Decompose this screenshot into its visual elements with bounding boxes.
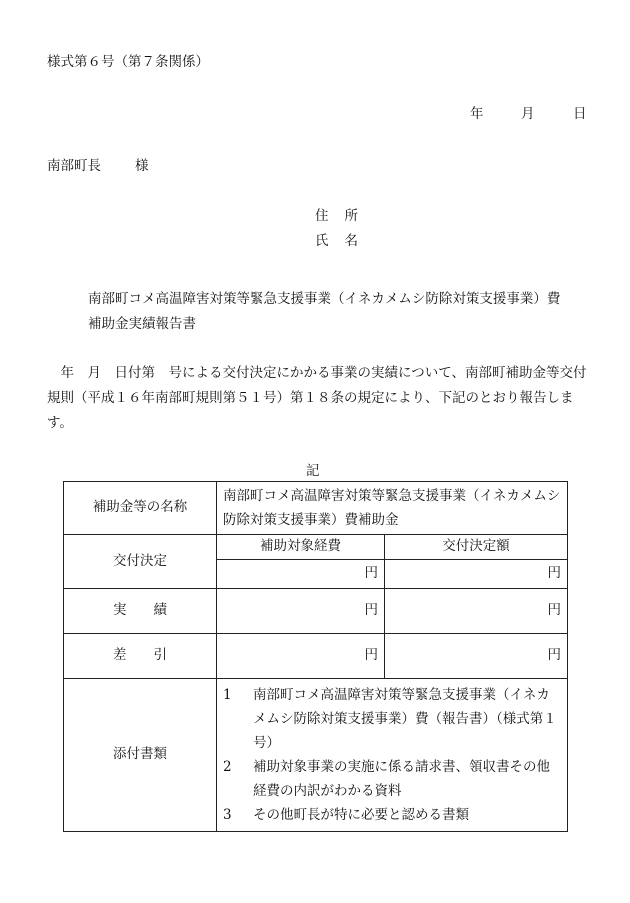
subsidy-name-value: 南部町コメ高温障害対策等緊急支援事業（イネカメムシ防除対策支援事業）費補助金 (217, 482, 568, 535)
report-table (63, 481, 568, 832)
actual-label: 実 績 (64, 589, 217, 634)
decision-eligible-cost-cell: 円 (217, 560, 385, 589)
address-label: 住 所 (315, 208, 358, 224)
subsidy-name-label: 補助金等の名称 (64, 482, 217, 535)
attachment-item: 2 補助対象事業の実施に係る請求書、領収書その他経費の内訳がわかる資料 (223, 759, 550, 799)
name-label: 氏 名 (315, 233, 358, 249)
date-month-label: 月 (521, 106, 535, 122)
attachment-item: 3 その他町長が特に必要と認める書類 (223, 807, 469, 823)
table-row-decision-header (64, 535, 568, 560)
actual-eligible-cost-cell: 円 (217, 589, 385, 634)
table-row-subsidy-name (64, 482, 568, 535)
date-day-label: 日 (573, 106, 587, 122)
attachments-list (217, 679, 568, 832)
form-number: 様式第６号（第７条関係） (47, 54, 209, 70)
table-row-attachments (64, 679, 568, 832)
difference-amount-cell: 円 (385, 634, 568, 679)
date-year-label: 年 (470, 106, 484, 122)
decision-amount-cell: 円 (385, 560, 568, 589)
applicant-block (315, 210, 358, 260)
decision-label: 交付決定 (64, 535, 217, 589)
eligible-cost-header: 補助対象経費 (217, 535, 385, 560)
attachments-label: 添付書類 (64, 679, 217, 832)
recipient-honorific: 様 (135, 158, 149, 174)
recipient (47, 160, 149, 174)
ki-heading: 記 (306, 463, 320, 479)
report-title: 南部町コメ高温障害対策等緊急支援事業（イネカメムシ防除対策支援事業）費補助金実績報告書 (88, 291, 561, 332)
decision-amount-header: 交付決定額 (385, 535, 568, 560)
body-paragraph: 年 月 日付第 号による交付決定にかかる事業の実績について、南部町補助金等交付規則（平成１６年南部町規則第５１号）第１８条の規定により、下記のとおり報告します。 (47, 365, 587, 431)
table-row-actual (64, 589, 568, 634)
actual-amount-cell: 円 (385, 589, 568, 634)
difference-label: 差 引 (64, 634, 217, 679)
attachment-item: 1 南部町コメ高温障害対策等緊急支援事業（イネカメムシ防除対策支援事業）費（報告書）（様式第１号） (223, 687, 557, 751)
difference-eligible-cost-cell: 円 (217, 634, 385, 679)
table-row-difference (64, 634, 568, 679)
recipient-name: 南部町長 (47, 158, 101, 174)
